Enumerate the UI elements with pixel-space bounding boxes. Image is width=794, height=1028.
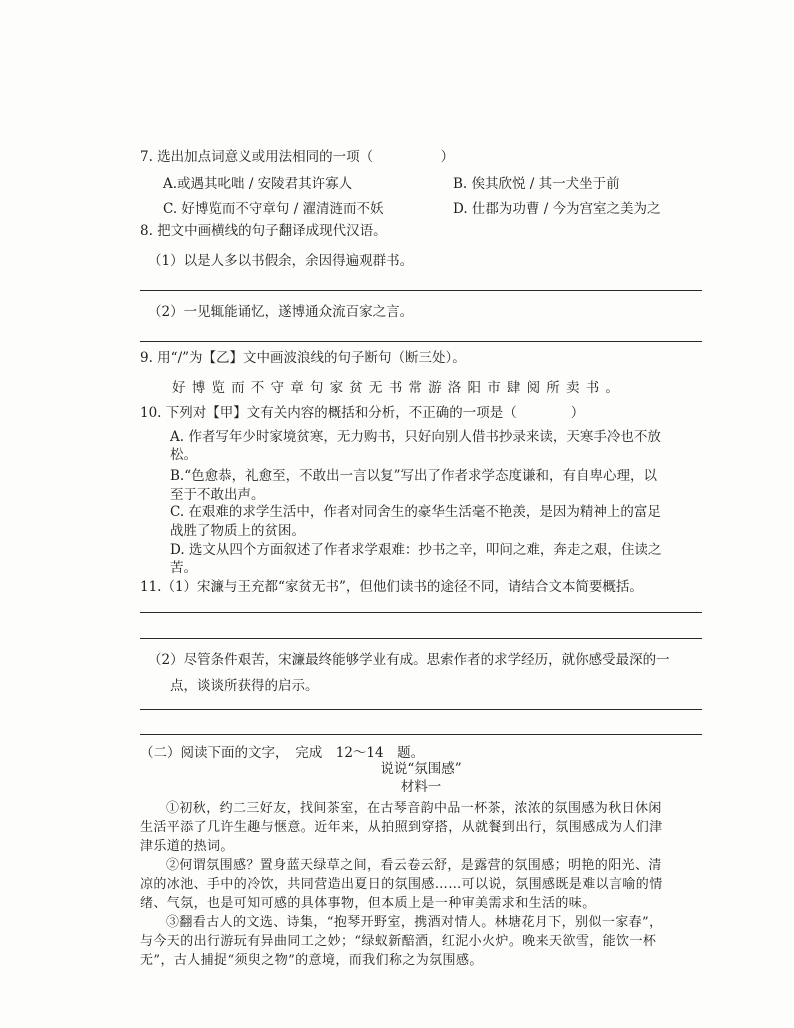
article-title: 说说“氛围感” — [380, 761, 462, 777]
answer-line — [140, 638, 702, 639]
paragraph-3-cont: 与今天的出行游玩有异曲同工之妙；“绿蚁新醅酒，红泥小火炉。晚来天欲雪，能饮一杯 — [140, 934, 657, 949]
paragraph-3: ③翻看古人的文选、诗集，“抱琴开野室，携酒对情人。林塘花月下，别似一家春”， — [166, 915, 663, 930]
q9-stem: 9. 用“/”为【乙】文中画波浪线的句子断句（断三处）。 — [140, 350, 466, 366]
paragraph-2-cont: 凉的冰池、手中的冷饮，共同营造出夏日的氛围感……可以说，氛围感既是难以言喻的情 — [140, 877, 663, 892]
q8-stem: 8. 把文中画横线的句子翻译成现代汉语。 — [140, 223, 387, 239]
answer-line — [140, 290, 702, 291]
q7-option-b: B. 俟其欣悦 / 其一犬坐于前 — [453, 176, 620, 192]
q8-sub2: （2）一见辄能诵忆，遂博通众流百家之言。 — [148, 304, 414, 320]
q10-option-b-cont: 至于不敢出声。 — [170, 487, 265, 503]
q7-option-d: D. 仕郡为功曹 / 今为宫室之美为之 — [453, 201, 661, 217]
q8-sub1: （1）以是人多以书假余，余因得遍观群书。 — [148, 253, 414, 269]
answer-line — [140, 612, 702, 613]
q10-option-d-cont: 苦。 — [170, 560, 197, 576]
paragraph-1-cont: 生活平添了几许生趣与惬意。近年来，从拍照到穿搭，从就餐到出行，氛围感成为人们津 — [140, 820, 663, 835]
material-label: 材料一 — [400, 779, 442, 795]
paragraph-1-cont: 津乐道的热词。 — [140, 839, 234, 854]
paragraph-3-cont: 无”，古人捕捉“须臾之物”的意境，而我们称之为氛围感。 — [140, 953, 483, 968]
section-heading: （二）阅读下面的文字， 完成 12～14 题。 — [140, 745, 425, 761]
q10-option-b: B.“色愈恭，礼愈至，不敢出一言以复”写出了作者求学态度谦和，有自卑心理，以 — [170, 468, 658, 484]
paragraph-1: ①初秋，约二三好友，找间茶室，在古琴音韵中品一杯茶，浓浓的氛围感为秋日休闲 — [166, 801, 662, 816]
q10-stem: 10. 下列对【甲】文有关内容的概括和分析，不正确的一项是（ ） — [140, 405, 585, 421]
answer-line — [140, 734, 702, 735]
q10-option-a-cont: 松。 — [170, 447, 197, 463]
answer-line — [140, 709, 702, 710]
q10-option-c: C. 在艰难的求学生活中，作者对同舍生的豪华生活毫不艳羡，是因为精神上的富足 — [170, 504, 661, 520]
paragraph-2-cont: 绪、气氛，也是可知可感的具体事物，但本质上是一种审美需求和生活的味。 — [140, 896, 596, 911]
q7-option-a: A.或遇其叱咄 / 安陵君其许寡人 — [163, 176, 353, 192]
q10-option-c-cont: 战胜了物质上的贫困。 — [170, 523, 305, 539]
q7-option-c: C. 好博览而不守章句 / 濯清涟而不妖 — [163, 201, 384, 217]
q7-stem: 7. 选出加点词意义或用法相同的一项（ ） — [140, 149, 455, 165]
q10-option-a: A. 作者写年少时家境贫寒，无力购书，只好向别人借书抄录来读，天寒手冷也不放 — [170, 429, 661, 445]
q11-stem: 11.（1）宋濂与王充都“家贫无书”，但他们读书的途径不同，请结合文本简要概括。 — [140, 579, 643, 595]
q11-sub2-cont: 点，谈谈所获得的启示。 — [170, 678, 319, 694]
answer-line — [140, 341, 702, 342]
q11-sub2: （2）尽管条件艰苦，宋濂最终能够学业有成。思索作者的求学经历，就你感受最深的一 — [148, 652, 670, 668]
q10-option-d: D. 选文从四个方面叙述了作者求学艰难：抄书之辛，叩问之难，奔走之艰，住读之 — [170, 542, 662, 558]
paragraph-2: ②何谓氛围感？置身蓝天绿草之间，看云卷云舒，是露营的氛围感；明艳的阳光、清 — [166, 858, 662, 873]
q9-sentence: 好博览而不守章句家贫无书常游洛阳市肆阅所卖书。 — [172, 380, 626, 396]
